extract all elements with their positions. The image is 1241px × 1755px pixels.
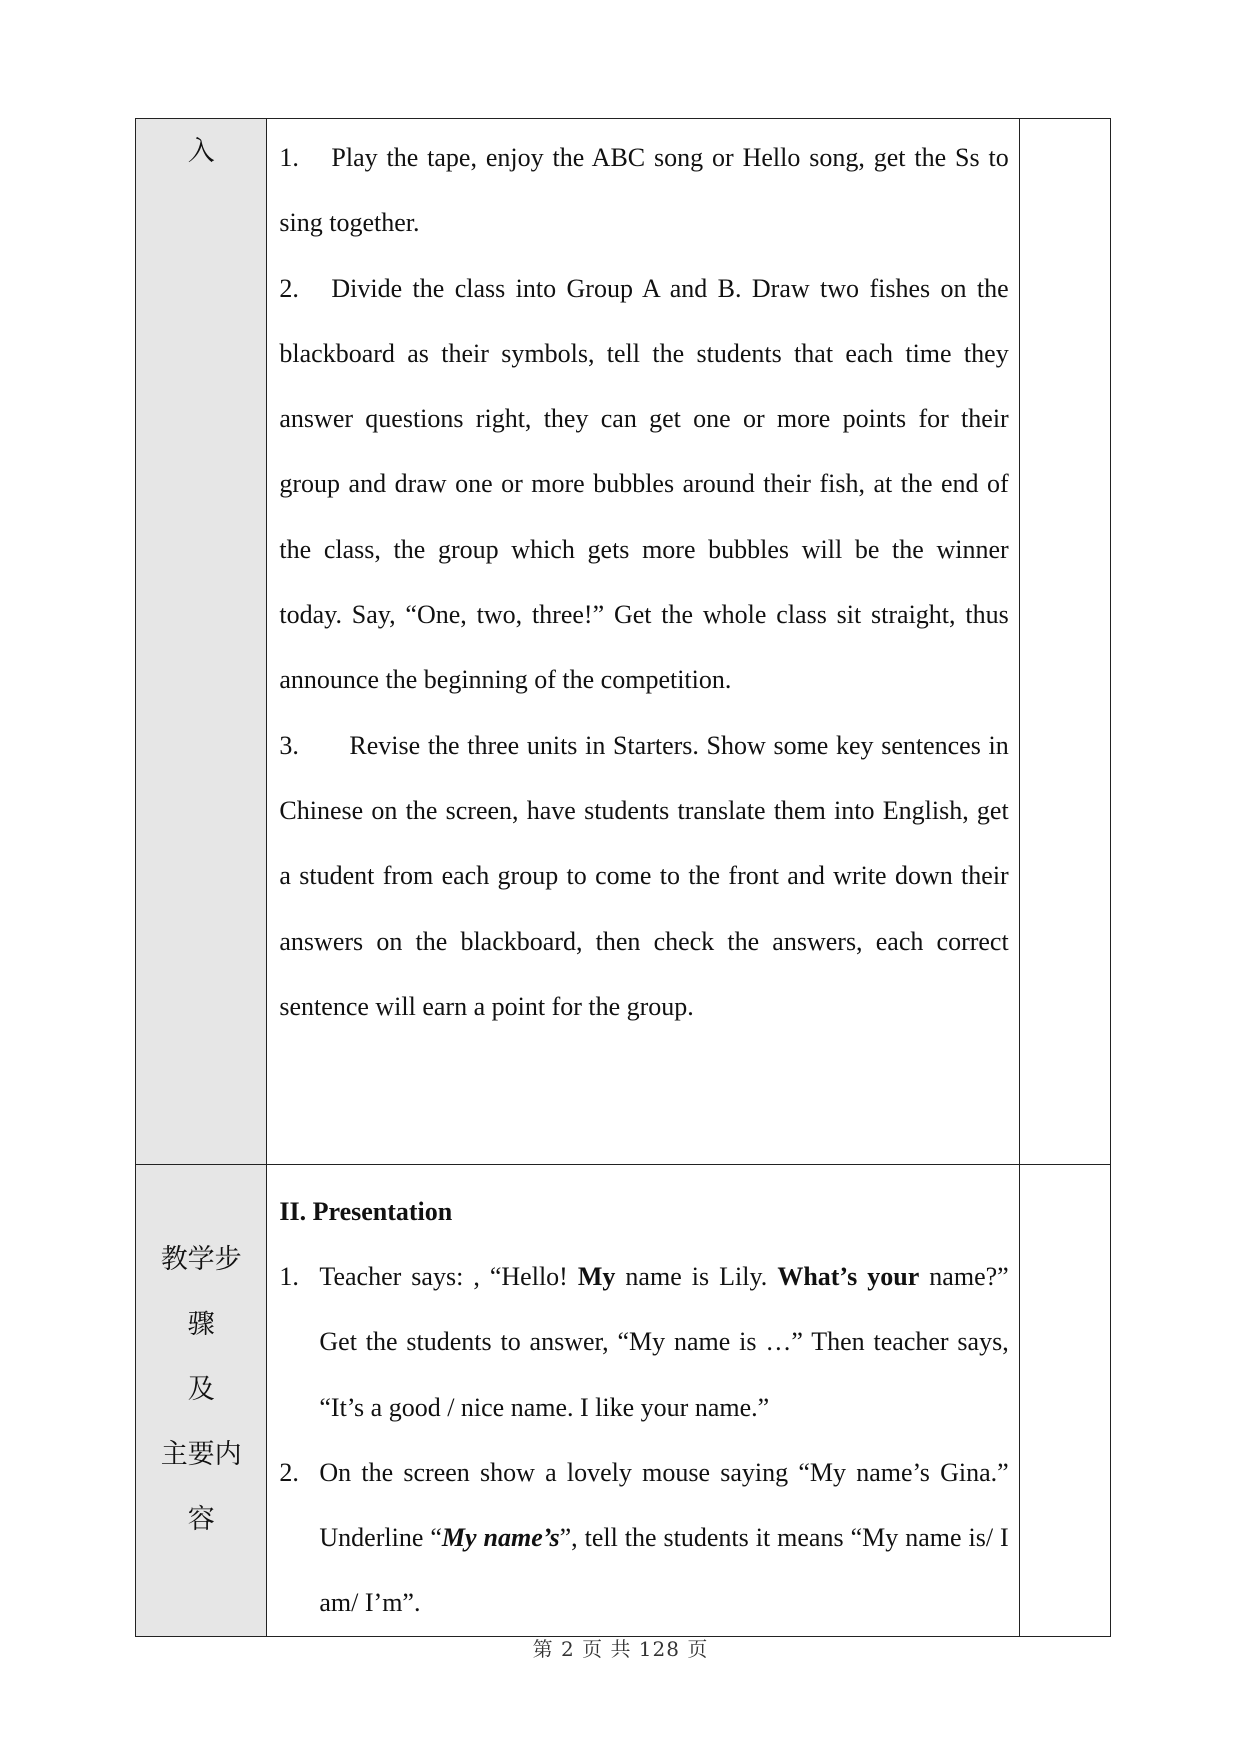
step-number: 3.: [279, 730, 299, 760]
section-heading: II. Presentation: [279, 1197, 453, 1226]
label-line: 容: [187, 1504, 215, 1535]
page-footer: 第 2 页 共 128 页: [532, 1637, 709, 1661]
item-text: On the screen show a lovely mouse saying “My name’s Gina.” Underline “: [319, 1457, 1009, 1553]
row-content-cell: [267, 119, 1019, 1165]
row-label-cell: [136, 119, 267, 1165]
table-row-presentation: [136, 1165, 1111, 1637]
row-note-cell: [1019, 119, 1110, 1165]
row-label: [136, 1165, 266, 1570]
step-text: Divide the class into Group A and B. Draw two fishes on the blackboard as their symbols, tell the students that each time they answer questions right, they can get one or more points for their group and draw one or more bubbles around their fish, at the end of the class, the group which gets more bubbles will be the winner today. Say, “One, two, three!” Get the whole class sit straight, thus announce the beginning of the competition.: [279, 273, 1009, 695]
label-line: 及: [187, 1374, 215, 1405]
step-text: Revise the three units in Starters. Show some key sentences in Chinese on the screen, have students translate them into English, get a student from each group to come to the front and write down their answers on the blackboard, then check the answers, each correct sentence will earn a point for the group.: [279, 730, 1009, 1021]
presentation-item-1: [279, 1244, 1008, 1440]
lesson-plan-table: [135, 118, 1111, 1637]
item-text: name is Lily.: [615, 1262, 778, 1291]
item-text: ”, tell the students it means “My name is/ I am/ I’m”.: [319, 1523, 1009, 1618]
item-bold-text: My: [577, 1262, 616, 1291]
label-line: 教学步: [160, 1244, 242, 1275]
step-paragraph-3: [279, 713, 1008, 1039]
presentation-item-2: [279, 1440, 1008, 1636]
item-emphasis-text: My name’s: [441, 1523, 560, 1553]
label-line: 主要内: [160, 1439, 242, 1470]
table-row-lead-in: [136, 119, 1111, 1165]
row-label-cell: [136, 1165, 267, 1637]
item-text: name?” Get the students to answer, “My name is …” Then teacher says, “It’s a good / nice name. I like your name.”: [319, 1262, 1009, 1422]
step-number: 1.: [279, 143, 299, 172]
item-bold-text: What’s your: [777, 1262, 920, 1291]
row-content-cell: [267, 1165, 1019, 1637]
step-number: 2.: [279, 273, 299, 303]
item-number: 2.: [279, 1457, 299, 1487]
step-paragraph-2: [279, 256, 1008, 713]
label-line: 骤: [187, 1309, 215, 1340]
item-text: Teacher says: , “Hello!: [319, 1262, 578, 1291]
step-text: Play the tape, enjoy the ABC song or Hello song, get the Ss to sing together.: [279, 143, 1009, 238]
row-label: 入: [187, 136, 215, 167]
row-note-cell: [1019, 1165, 1110, 1637]
item-number: 1.: [279, 1262, 299, 1291]
step-paragraph-1: [279, 125, 1008, 256]
